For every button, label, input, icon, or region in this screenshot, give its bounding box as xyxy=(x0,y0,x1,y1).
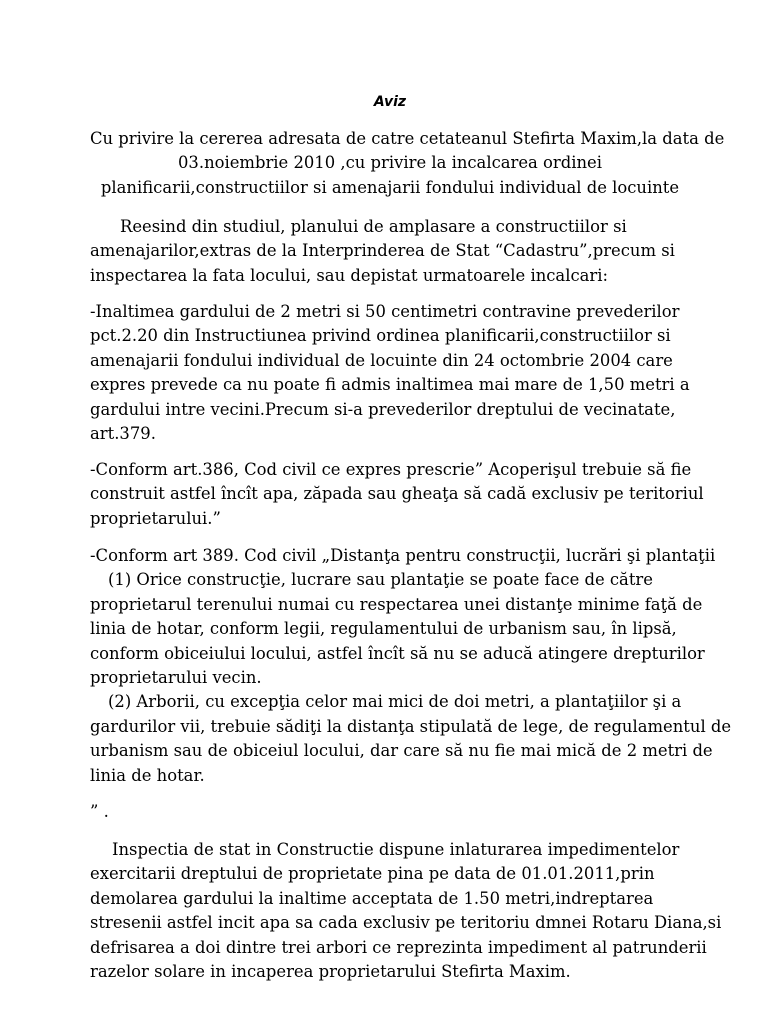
distance-article-paragraph xyxy=(90,544,732,788)
paragraph-line: construit astfel încît apa, zăpada sau gheaţa să cadă exclusiv pe teritoriul xyxy=(90,484,704,504)
paragraph-line: (2) Arborii, cu excepţia celor mai mici de doi metri, a plantaţiilor şi a xyxy=(108,692,682,712)
intro-paragraph xyxy=(90,127,725,200)
paragraph-line: proprietarului.” xyxy=(90,508,221,528)
paragraph-line: gardurilor vii, trebuie sădiţi la distanţa stipulată de lege, de regulamentul de xyxy=(90,716,732,736)
intro-line: Cu privire la cererea adresata de catre cetateanul Stefirta Maxim,la data de xyxy=(90,129,725,148)
paragraph-line: art.379. xyxy=(90,424,156,444)
paragraph-line: Inspectia de stat in Constructie dispune inlaturarea impedimentelor xyxy=(112,840,680,859)
findings-intro-paragraph xyxy=(90,215,690,288)
closing-quote xyxy=(90,800,690,824)
document-title: Aviz xyxy=(373,94,407,110)
paragraph-line: (1) Orice construcţie, lucrare sau plantaţie se poate face de către xyxy=(108,570,653,590)
decision-paragraph xyxy=(90,838,722,984)
paragraph-line: expres prevede ca nu poate fi admis inaltimea mai mare de 1,50 metri a xyxy=(90,375,690,395)
paragraph-line: linia de hotar. xyxy=(90,765,205,785)
paragraph-line: proprietarului vecin. xyxy=(90,668,262,688)
quote-close-mark: ” . xyxy=(90,802,109,821)
paragraph-line: linia de hotar, conform legii, regulamentului de urbanism sau, în lipsă, xyxy=(90,619,677,639)
paragraph-line: urbanism sau de obiceiul locului, dar care să nu fie mai mică de 2 metri de xyxy=(90,741,713,761)
paragraph-line: conform obiceiului locului, astfel încît să nu se aducă atingere drepturilor xyxy=(90,643,705,663)
fence-height-paragraph xyxy=(90,300,690,446)
paragraph-line: stresenii astfel incit apa sa cada exclusiv pe teritoriu dmnei Rotaru Diana,si xyxy=(90,913,722,933)
paragraph-line: -Conform art 389. Cod civil „Distanţa pentru construcţii, lucrări şi plantaţii xyxy=(90,546,716,565)
paragraph-line: proprietarul terenului numai cu respectarea unei distanţe minime faţă de xyxy=(90,594,703,614)
paragraph-line: amenajarii fondului individual de locuinte din 24 octombrie 2004 care xyxy=(90,350,673,370)
paragraph-line: -Conform art.386, Cod civil ce expres prescrie” Acoperişul trebuie să fie xyxy=(90,460,692,479)
paragraph-line: exercitarii dreptului de proprietate pina pe data de 01.01.2011,prin xyxy=(90,864,655,884)
paragraph-line: -Inaltimea gardului de 2 metri si 50 centimetri contravine prevederilor xyxy=(90,302,680,321)
paragraph-line: pct.2.20 din Instructiunea privind ordinea planificarii,constructiilor si xyxy=(90,326,671,346)
paragraph-line: gardului intre vecini.Precum si-a prevederilor dreptului de vecinatate, xyxy=(90,399,676,419)
paragraph-line: amenajarilor,extras de la Interprinderea de Stat “Cadastru”,precum si xyxy=(90,241,675,261)
paragraph-line: Reesind din studiul, planului de amplasare a constructiilor si xyxy=(120,217,627,236)
paragraph-line: inspectarea la fata locului, sau depistat urmatoarele incalcari: xyxy=(90,265,609,285)
intro-line: 03.noiembrie 2010 ,cu privire la incalcarea ordinei xyxy=(178,153,602,173)
paragraph-line: demolarea gardului la inaltime acceptata de 1.50 metri,indreptarea xyxy=(90,888,654,908)
intro-line: planificarii,constructiilor si amenajarii fondului individual de locuinte xyxy=(100,177,680,197)
paragraph-line: defrisarea a doi dintre trei arbori ce reprezinta impediment al patrunderii xyxy=(90,937,707,957)
paragraph-line: razelor solare in incaperea proprietarului Stefirta Maxim. xyxy=(90,962,571,982)
roof-article-paragraph xyxy=(90,458,704,531)
